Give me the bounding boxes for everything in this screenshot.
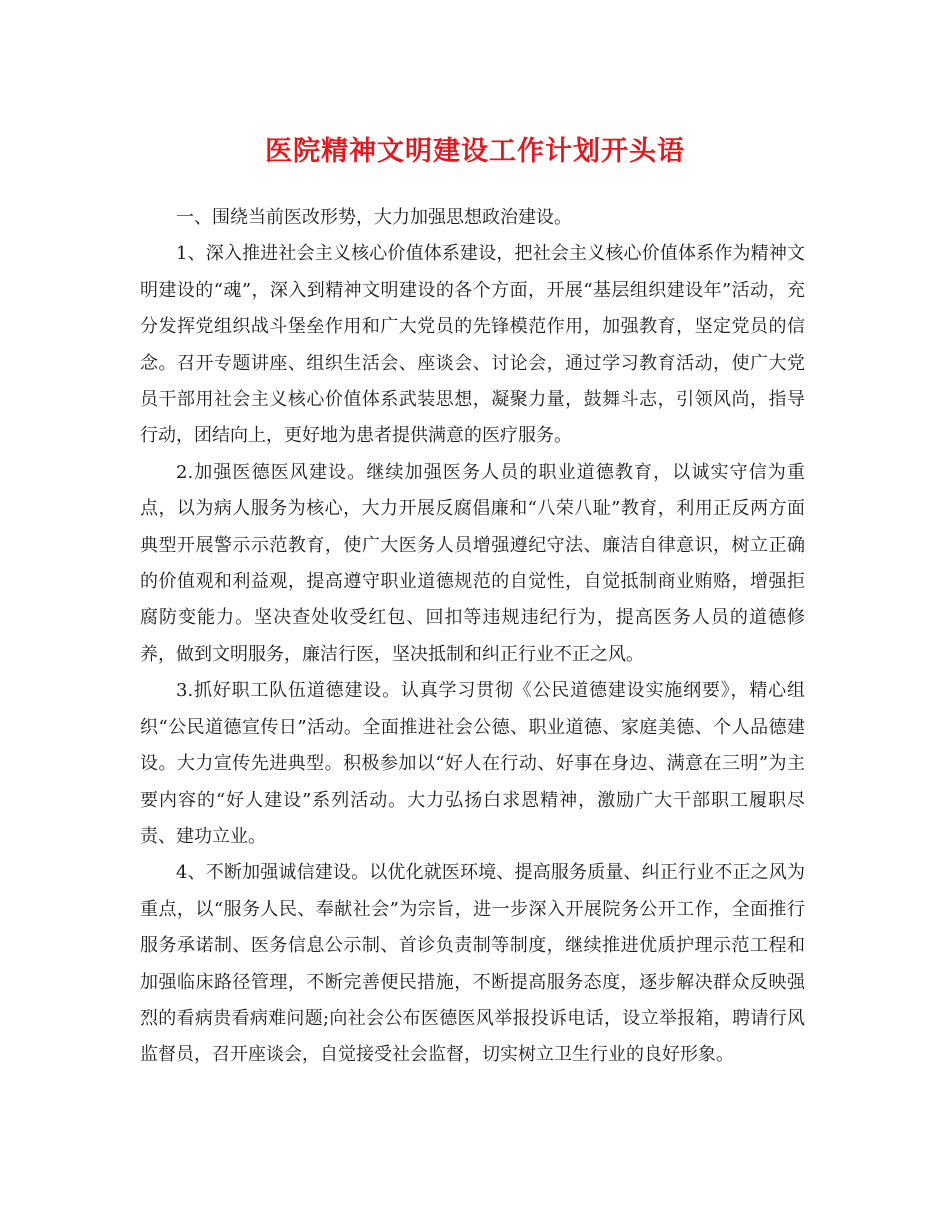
paragraph-core-values: 1、深入推进社会主义核心价值体系建设，把社会主义核心价值体系作为精神文明建设的“魂”，深入到精神文明建设的各个方面，开展“基层组织建设年”活动，充分发挥党组织战斗堡垒作用和广大党员的先锋模范作用，加强教育，坚定党员的信念。召开专题讲座、组织生活会、座谈会、讨论会，通过学习教育活动，使广大党员干部用社会主义核心价值体系武装思想，凝聚力量，鼓舞斗志，引领风尚，指导行动，团结向上，更好地为患者提供满意的医疗服务。 — [140, 243, 805, 447]
paragraph-medical-ethics: 2.加强医德医风建设。继续加强医务人员的职业道德教育，以诚实守信为重点，以为病人服务为核心，大力开展反腐倡廉和“八荣八耻”教育，利用正反两方面典型开展警示示范教育，使广大医务人员增强遵纪守法、廉洁自律意识，树立正确的价值观和利益观，提高遵守职业道德规范的自觉性，自觉抵制商业贿赂，增强拒腐防变能力。坚决查处收受红包、回扣等违规违纪行为，提高医务人员的道德修养，做到文明服务，廉洁行医，坚决抵制和纠正行业不正之风。 — [140, 461, 805, 665]
paragraph-staff-morality: 3.抓好职工队伍道德建设。认真学习贯彻《公民道德建设实施纲要》，精心组织“公民道德宣传日”活动。全面推进社会公德、职业道德、家庭美德、个人品德建设。大力宣传先进典型。积极参加以“好人在行动、好事在身边、满意在三明”为主要内容的“好人建设”系列活动。大力弘扬白求恩精神，激励广大干部职工履职尽责、建功立业。 — [140, 680, 805, 847]
paragraph-integrity: 4、不断加强诚信建设。以优化就医环境、提高服务质量、纠正行业不正之风为重点，以“服务人民、奉献社会”为宗旨，进一步深入开展院务公开工作，全面推行服务承诺制、医务信息公示制、首诊负责制等制度，继续推进优质护理示范工程和加强临床路径管理，不断完善便民措施，不断提高服务态度，逐步解决群众反映强烈的看病贵看病难问题;向社会公布医德医风举报投诉电话，设立举报箱，聘请行风监督员，召开座谈会，自觉接受社会监督，切实树立卫生行业的良好形象。 — [140, 862, 805, 1066]
document-body — [140, 200, 805, 1074]
paragraph-section-heading: 一、围绕当前医改形势，大力加强思想政治建设。 — [176, 207, 572, 228]
document-title: 医院精神文明建设工作计划开头语 — [265, 136, 685, 167]
